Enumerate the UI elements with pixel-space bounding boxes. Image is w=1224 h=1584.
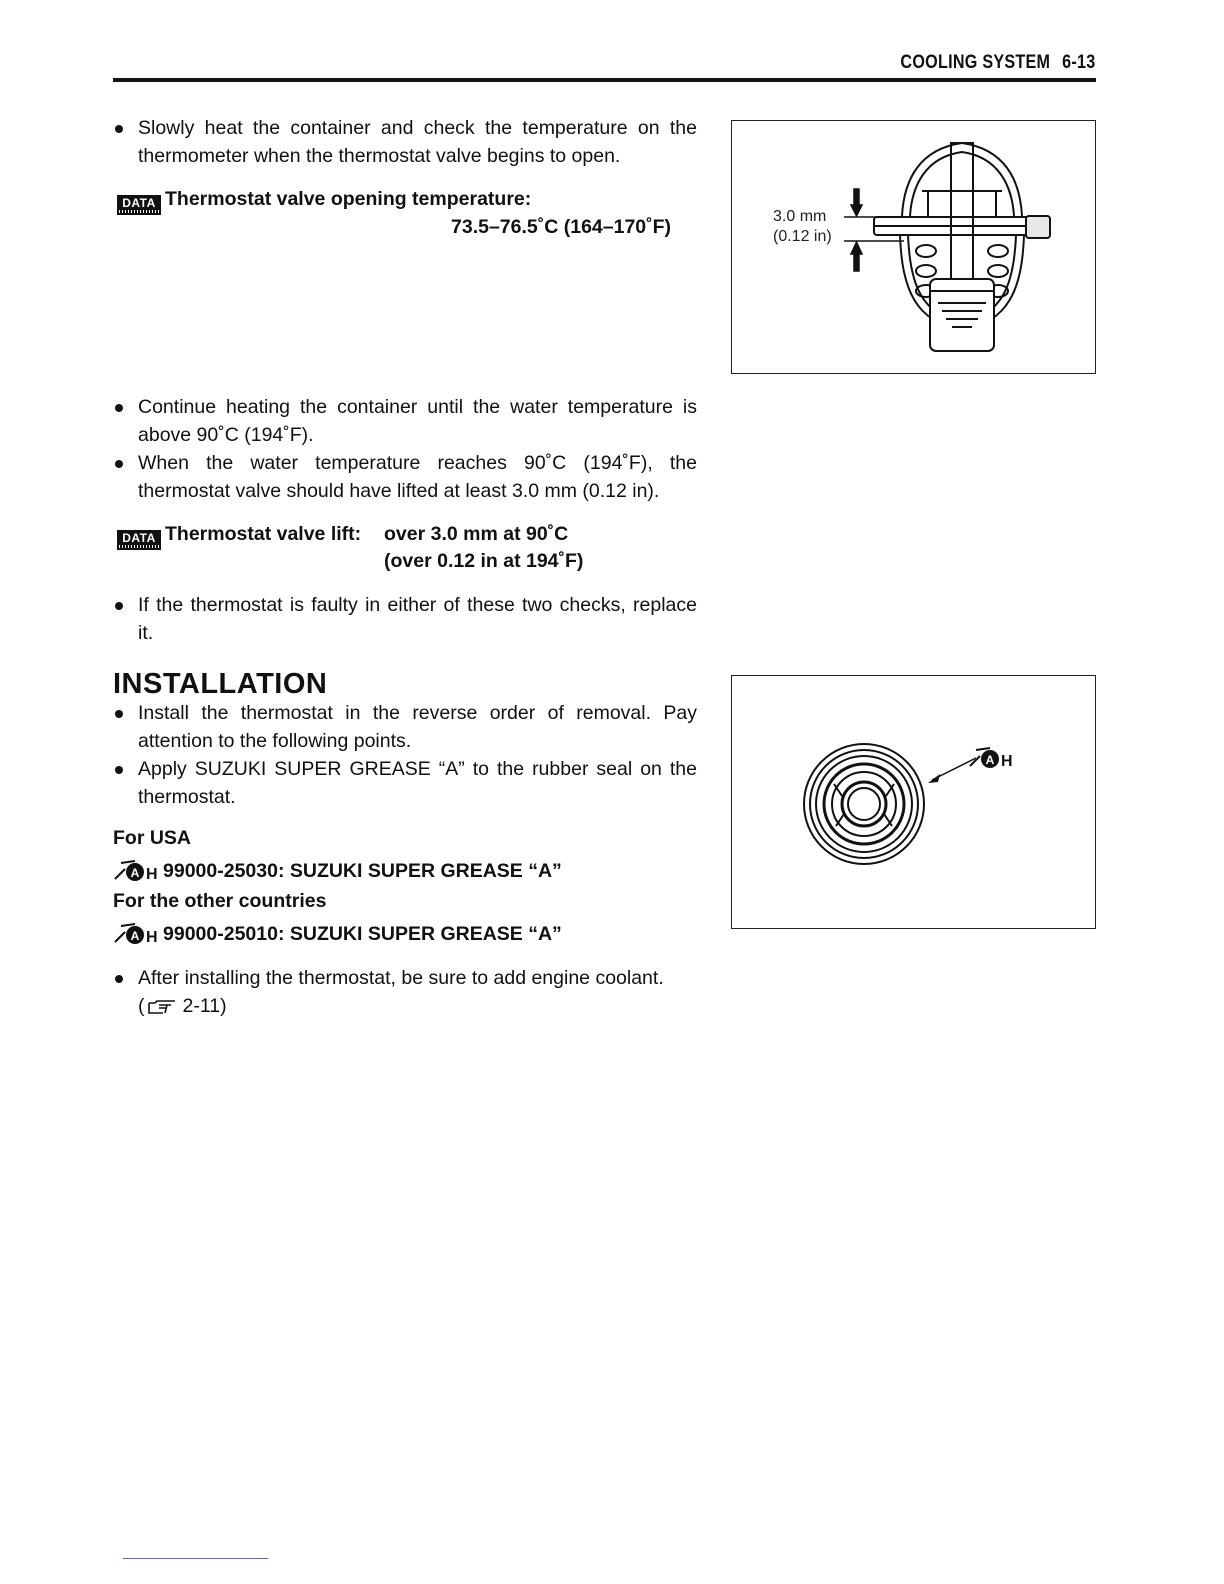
- bullet-text: When the water temperature reaches 90˚C (194˚F), the thermostat valve should have lifted at least 3.0 mm (0.12 in).: [113, 449, 697, 505]
- bullet-install-reverse: [113, 699, 697, 755]
- bullet-text: Slowly heat the container and check the temperature on the thermometer when the thermostat valve begins to open.: [113, 114, 697, 170]
- bullet-text: Continue heating the container until the water temperature is above 90˚C (194˚F).: [113, 393, 697, 449]
- grease-seal-figure: [731, 675, 1096, 929]
- svg-text:H: H: [1001, 753, 1013, 770]
- data-icon: DATA: [117, 195, 161, 215]
- spec-label: Thermostat valve lift:: [165, 523, 362, 545]
- bullet-text: [113, 964, 697, 1023]
- pointing-hand-icon: [147, 995, 177, 1023]
- svg-text:A: A: [985, 753, 995, 767]
- label-other-countries: For the other countries: [113, 890, 327, 912]
- bullet-faulty-replace: [113, 591, 697, 647]
- ref-open-paren: (: [138, 995, 145, 1017]
- svg-text:A: A: [130, 866, 140, 880]
- grease-part-other: [113, 920, 562, 952]
- spec-opening-temperature: [117, 186, 531, 215]
- svg-text:H: H: [146, 929, 158, 946]
- part-number-text: 99000-25030: SUZUKI SUPER GREASE “A”: [163, 860, 562, 882]
- bullet-add-coolant-text: After installing the thermostat, be sure to add engine coolant.: [138, 967, 664, 989]
- thermostat-seal-drawing: [732, 676, 1095, 928]
- section-name: COOLING SYSTEM: [900, 52, 1051, 73]
- bullet-text: Install the thermostat in the reverse order of removal. Pay attention to the following points.: [113, 699, 697, 755]
- grease-A-icon: [113, 857, 161, 889]
- page-header: [113, 48, 1096, 82]
- ref-page: 2-11): [182, 995, 227, 1017]
- bullet-text: If the thermostat is faulty in either of these two checks, replace it.: [113, 591, 697, 647]
- bullet-valve-lift: [113, 449, 697, 505]
- grease-part-usa: [113, 857, 562, 889]
- spec-label: Thermostat valve opening temperature:: [165, 188, 532, 210]
- label-for-usa: For USA: [113, 827, 191, 849]
- svg-text:A: A: [130, 929, 140, 943]
- part-number-text: 99000-25010: SUZUKI SUPER GREASE “A”: [163, 923, 562, 945]
- data-icon: DATA: [117, 530, 161, 550]
- footer-rule: [123, 1558, 268, 1559]
- thermostat-lift-figure: [731, 120, 1096, 374]
- lift-measure-mm: 3.0 mm: [773, 208, 827, 225]
- header-title: [901, 52, 1096, 74]
- spec-valve-lift: [117, 521, 361, 550]
- spec-opening-temperature-value: 73.5–76.5˚C (164–170˚F): [451, 216, 672, 238]
- bullet-text: Apply SUZUKI SUPER GREASE “A” to the rubber seal on the thermostat.: [113, 755, 697, 811]
- grease-A-icon: [113, 920, 161, 952]
- page-number: 6-13: [1062, 52, 1096, 73]
- spec-valve-lift-value-imperial: (over 0.12 in at 194˚F): [384, 550, 584, 572]
- section-title-installation: INSTALLATION: [113, 668, 328, 700]
- lift-measure-in: (0.12 in): [773, 228, 832, 245]
- spec-valve-lift-value-metric: over 3.0 mm at 90˚C: [384, 523, 569, 545]
- bullet-add-coolant: [113, 964, 697, 1023]
- thermostat-cross-section-drawing: [732, 121, 1095, 373]
- bullet-heat-container: [113, 114, 697, 170]
- bullet-apply-grease: [113, 755, 697, 811]
- svg-text:H: H: [146, 866, 158, 883]
- bullet-continue-heating: [113, 393, 697, 449]
